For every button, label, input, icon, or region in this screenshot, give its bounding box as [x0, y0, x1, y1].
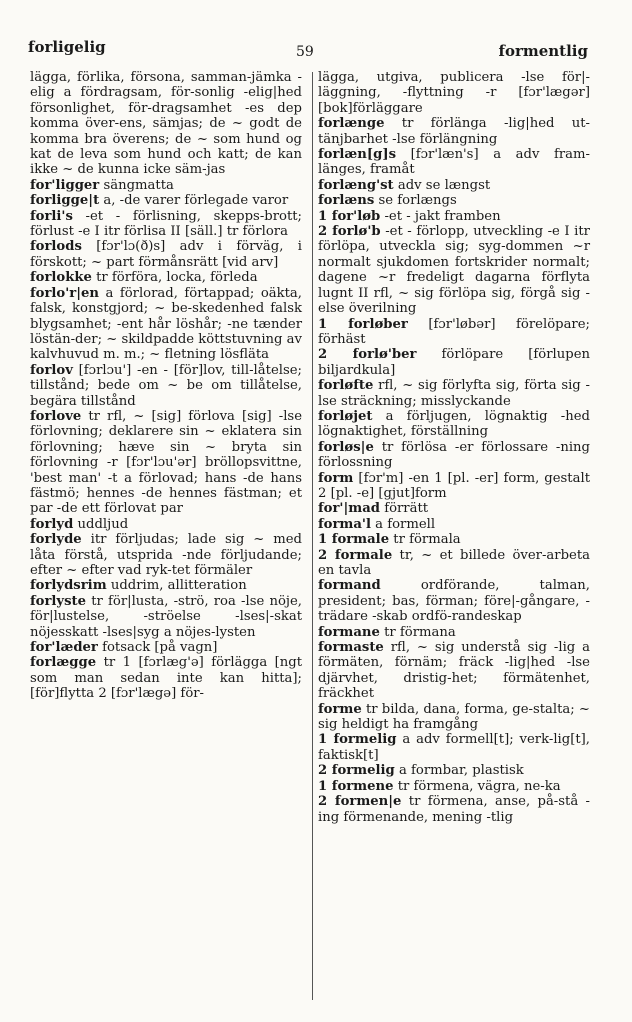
dictionary-entry	[318, 147, 590, 178]
dictionary-entry	[318, 378, 590, 409]
entry-headword: forlyd	[30, 516, 74, 532]
dictionary-entry	[318, 317, 590, 348]
dictionary-entry	[318, 640, 590, 702]
entry-definition: tr förlänga -lig|hed ut-tänjbarhet -lse förlängning	[318, 116, 590, 147]
entry-headword: 1 formelig	[318, 732, 397, 748]
entry-definition: rfl, ~ sig förlyfta sig, förta sig -lse sträckning; misslyckande	[318, 378, 590, 409]
entry-headword: forlo'r|en	[30, 285, 99, 301]
entry-definition: uddljud	[77, 516, 129, 532]
entry-headword: forlænge	[318, 116, 385, 132]
entry-headword: forlods	[30, 239, 82, 255]
entry-headword: 1 for'løb	[318, 208, 381, 224]
entry-definition: förlöpare [förlupen biljardkula]	[318, 347, 590, 378]
dictionary-entry	[318, 347, 590, 378]
entry-headword: forlove	[30, 408, 82, 424]
entry-headword: for'læder	[30, 640, 98, 656]
entry-definition: tr rfl, ~ [sig] förlova [sig] -lse förlovning; deklarere sin ~ eklatera sin förlovning; hæve sin ~ bryta sin förlovning -r [fɔr'lɔu'ər] bröllopsvittne, 'best man' -t a förlovad; hans -de hans fästmö; hennes -de hennes fästman; et par -de ett förlovat par	[30, 408, 302, 517]
dictionary-entry	[318, 193, 590, 208]
entry-headword: forlokke	[30, 270, 92, 286]
dictionary-entry	[318, 471, 590, 502]
entry-headword: forløs|e	[318, 439, 374, 455]
dictionary-entry	[318, 440, 590, 471]
dictionary-entry	[30, 578, 302, 593]
dictionary-entry	[318, 116, 590, 147]
entry-headword: forlyde	[30, 532, 82, 548]
entry-headword: for'ligger	[30, 177, 100, 193]
dictionary-entry	[30, 178, 302, 193]
entry-headword: form	[318, 470, 354, 486]
left-running-headword: forligelig	[28, 38, 106, 56]
dictionary-entry	[30, 363, 302, 409]
entry-definition: tr, ~ et billede över-arbeta en tavla	[318, 547, 590, 578]
entry-headword: forme	[318, 701, 362, 717]
entry-headword: for'|mad	[318, 501, 380, 517]
entry-definition: ordförande, talman, president; bas, förman; före|-gångare, -trädare -skab ordfö-randeskap	[318, 578, 590, 625]
dictionary-entry	[30, 640, 302, 655]
right-column	[318, 70, 590, 825]
entry-headword: 2 forlø'b	[318, 224, 381, 240]
entry-definition: lägga, utgiva, publicera -lse för|-läggning, -flyttning -r [fɔr'lægər] [bok]förläggare	[318, 70, 590, 116]
entry-definition: tr bilda, dana, forma, ge-stalta; ~ sig heldigt ha framgång	[318, 701, 590, 733]
entry-definition: tr förföra, locka, förleda	[96, 270, 258, 286]
column-divider	[312, 72, 313, 1000]
entry-definition: uddrim, allitteration	[110, 578, 247, 594]
dictionary-entry	[30, 239, 302, 270]
entry-headword: formaste	[318, 640, 384, 656]
entry-definition: fotsack [på vagn]	[102, 640, 218, 656]
entry-definition: a formbar, plastisk	[398, 763, 524, 779]
dictionary-entry	[30, 270, 302, 285]
entry-definition: a förljugen, lögnaktig -hed lögnaktighet, förställning	[318, 408, 590, 440]
dictionary-entry	[318, 779, 590, 794]
entry-definition: a adv formell[t]; verk-lig[t], faktisk[t]	[318, 732, 590, 763]
entry-definition: tr förmena, vägra, ne-ka	[397, 778, 561, 794]
dictionary-entry	[318, 532, 590, 547]
left-column	[30, 70, 302, 702]
entry-headword: forlydsrim	[30, 578, 107, 594]
entry-headword: forlæns	[318, 193, 375, 209]
dictionary-entry	[318, 702, 590, 733]
entry-definition: tr 1 [fɔrlæg'ə] förlägga [ngt som man sedan inte kan hitta]; [för]flytta 2 [fɔr'lægə] för-	[30, 655, 303, 702]
right-running-headword: formentlig	[498, 42, 588, 60]
entry-definition: förrätt	[384, 501, 429, 517]
entry-definition: tr förmala	[393, 532, 461, 548]
entry-definition: rfl, ~ sig understå sig -lig a förmäten, förnäm; fräck -lig|hed -lse djärvhet, dristig-het; förmätenhet, fräckhet	[318, 640, 590, 702]
dictionary-entry	[30, 70, 302, 178]
entry-headword: 2 formelig	[318, 763, 395, 779]
entry-headword: 2 forlø'ber	[318, 347, 417, 363]
entry-definition: tr förmena, anse, på-stå -ing förmenande, mening -tlig	[318, 794, 590, 825]
entry-definition: -et - förlisning, skepps-brott; förlust -e I itr förlisa II [säll.] tr förlora	[30, 208, 303, 240]
entry-headword: 2 formen|e	[318, 794, 402, 810]
dictionary-entry	[30, 409, 302, 517]
entry-headword: forli's	[30, 208, 73, 224]
entry-definition: [fɔr'læn's] a adv fram-länges, framåt	[318, 147, 591, 178]
entry-headword: forligge|t	[30, 193, 100, 209]
entry-headword: forlov	[30, 362, 73, 378]
dictionary-entry	[30, 594, 302, 640]
dictionary-entry	[318, 732, 590, 763]
entry-definition: [fɔr'løbər] förelöpare; förhäst	[318, 316, 590, 347]
entry-headword: formand	[318, 578, 381, 594]
entry-definition: [fɔr'lɔ(ð)s] adv i förväg, i förskott; ~ part förmånsrätt [vid arv]	[30, 239, 302, 270]
dictionary-entry	[30, 532, 302, 578]
page-header	[0, 38, 632, 62]
entry-definition: tr förmana	[384, 624, 456, 640]
entry-headword: 1 forløber	[318, 316, 408, 332]
entry-definition: tr för|lusta, -strö, roa -lse nöje, för|lustelse, -ströelse -lses|-skat nöjesskatt -lses|syg a nöjes-lysten	[30, 593, 302, 640]
entry-definition: itr förljudas; lade sig ~ med låta förstå, utsprida -nde förljudande; efter ~ efter vad ryk-tet förmäler	[30, 532, 302, 578]
dictionary-entry	[318, 548, 590, 579]
dictionary-entry	[318, 409, 590, 440]
entry-definition: -et - förlopp, utveckling -e I itr förlöpa, utveckla sig; syg-dommen ~r normalt sjukdomen fortskrider normalt; dagene ~r fredeligt dagarna förflyta lugnt II rfl, ~ sig förlöpa sig, förgå sig -else överilning	[318, 224, 590, 317]
entry-headword: forlægge	[30, 655, 97, 671]
dictionary-entry	[30, 655, 302, 701]
entry-headword: forlæn[g]s	[318, 147, 396, 163]
entry-headword: forløfte	[318, 378, 374, 394]
entry-headword: 2 formale	[318, 547, 393, 563]
dictionary-entry	[318, 578, 590, 624]
dictionary-entry	[318, 178, 590, 193]
entry-headword: 1 formene	[318, 778, 394, 794]
dictionary-entry	[318, 224, 590, 316]
entry-definition: adv se længst	[397, 177, 491, 193]
dictionary-entry	[318, 209, 590, 224]
entry-definition: -et - jakt framben	[384, 208, 501, 224]
entry-definition: sängmatta	[103, 177, 174, 193]
entry-definition: tr förlösa -er förlossare -ning förlossning	[318, 439, 590, 471]
entry-headword: forløjet	[318, 408, 373, 424]
dictionary-entry	[318, 501, 590, 516]
dictionary-entry	[318, 517, 590, 532]
dictionary-entry	[318, 763, 590, 778]
dictionary-entry	[318, 625, 590, 640]
entry-headword: forma'l	[318, 516, 371, 532]
page-number: 59	[296, 44, 314, 60]
dictionary-entry	[318, 70, 590, 116]
entry-definition: lägga, förlika, försona, samman-jämka -elig a fördragsam, för-sonlig -elig|hed försonlighet, för-dragsamhet -es dep komma över-ens, sämjas; de ~ godt de komma bra överens; de ~ som hund og kat de leva som hund och katt; de kan ikke ~ de kunna icke säm-jas	[30, 70, 302, 178]
entry-definition: [fɔrlɔu'] -en - [för]lov, till-låtelse; tillstånd; bede om ~ be om tillåtelse, begära tillstånd	[30, 362, 302, 409]
entry-definition: a förlorad, förtappad; oäkta, falsk, konstgjord; ~ be-skedenhed falsk blygsamhet; -ent hår löshår; -ne tænder löstän-der; ~ skildpadde köttstuvning av kalvhuvud m. m.; ~ fletning lösfläta	[30, 285, 302, 363]
entry-definition: se forlængs	[378, 193, 457, 209]
entry-definition: a formell	[375, 516, 436, 532]
dictionary-entry	[30, 517, 302, 532]
entry-headword: formane	[318, 624, 380, 640]
entry-headword: 1 formale	[318, 532, 390, 548]
entry-definition: a, -de varer förlegade varor	[103, 193, 289, 209]
entry-headword: forlyste	[30, 593, 86, 609]
dictionary-entry	[318, 794, 590, 825]
entry-definition: [fɔr'm] -en 1 [pl. -er] form, gestalt 2 [pl. -e] [gjut]form	[318, 470, 590, 501]
dictionary-entry	[30, 209, 302, 240]
dictionary-entry	[30, 193, 302, 208]
entry-headword: forlæng'st	[318, 177, 394, 193]
dictionary-entry	[30, 286, 302, 363]
